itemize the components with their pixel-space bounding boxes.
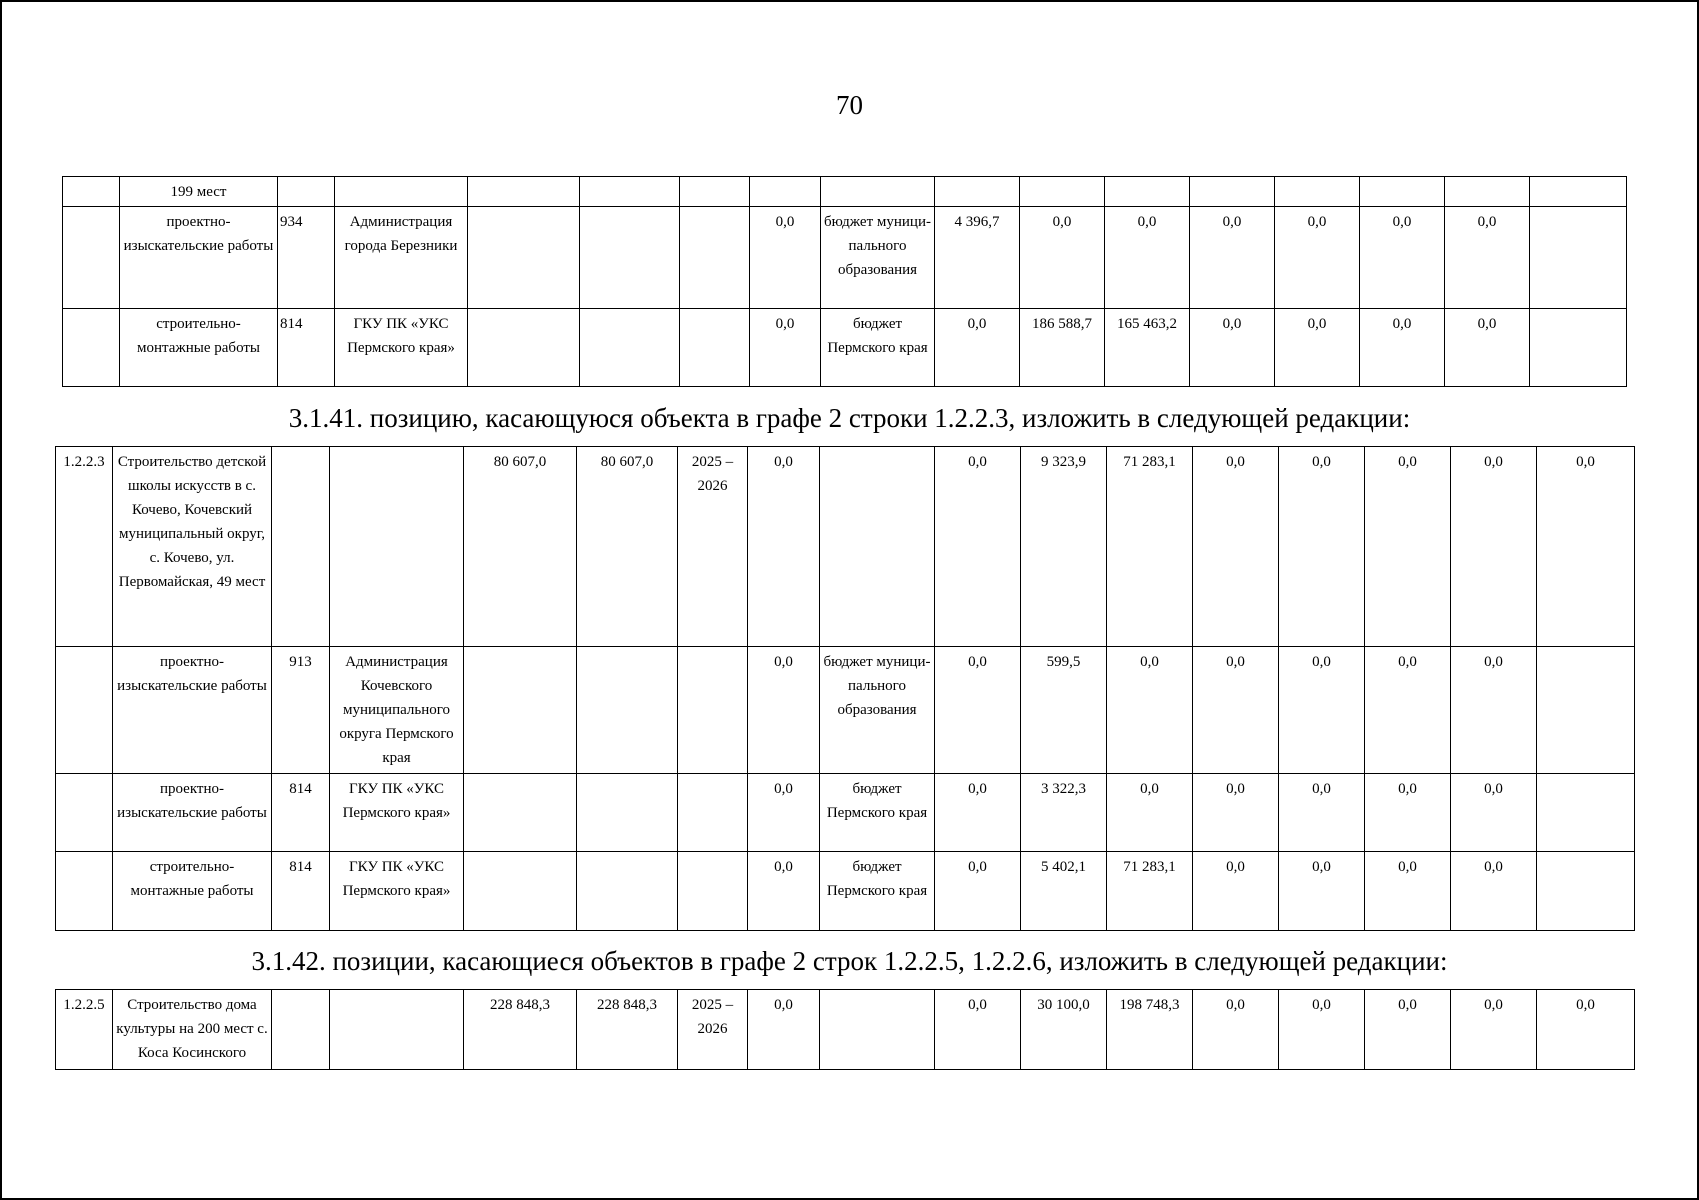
cell-code (56, 647, 113, 774)
cell-value: 0,0 (1279, 990, 1365, 1070)
cell-value: 0,0 (935, 647, 1021, 774)
cell-value: 0,0 (1275, 309, 1360, 387)
cell-period (680, 207, 750, 309)
cell-grbs: 814 (272, 774, 330, 852)
cell-grbs: 913 (272, 647, 330, 774)
cell-customer (330, 990, 464, 1070)
cell-value: 0,0 (1365, 774, 1451, 852)
table-row (56, 647, 1635, 774)
cell-value: 0,0 (1193, 647, 1279, 774)
cell-value (750, 177, 821, 207)
cell-value: 0,0 (1451, 447, 1537, 647)
table-continuation (62, 176, 1627, 387)
cell-customer: Администрация города Березники (335, 207, 468, 309)
cell-object: строительно-монтажные работы (120, 309, 278, 387)
cell-customer: ГКУ ПК «УКС Пермского края» (330, 774, 464, 852)
table-row (56, 447, 1635, 647)
cell-source (821, 177, 935, 207)
cell-value: 0,0 (1193, 990, 1279, 1070)
cell-value: 9 323,9 (1021, 447, 1107, 647)
cell-code: 1.2.2.3 (56, 447, 113, 647)
cell-value: 0,0 (1360, 207, 1445, 309)
cell-value (1105, 177, 1190, 207)
cell-value (1445, 177, 1530, 207)
cell-value: 0,0 (935, 774, 1021, 852)
cell-limit: 228 848,3 (577, 990, 678, 1070)
cell-value: 30 100,0 (1021, 990, 1107, 1070)
cell-value: 0,0 (1275, 207, 1360, 309)
table-row (63, 177, 1627, 207)
cell-source: бюджет Пермского края (820, 774, 935, 852)
cell-value: 0,0 (1365, 447, 1451, 647)
cell-object: проектно-изыскательские работы (113, 774, 272, 852)
cell-code (56, 852, 113, 931)
cell-source: бюджет Пермского края (820, 852, 935, 931)
cell-object: проектно-изыскательские работы (120, 207, 278, 309)
table-row-1-2-2-3 (55, 446, 1635, 931)
cell-period (680, 177, 750, 207)
table-row (56, 990, 1635, 1070)
cell-source: бюджет муници-пального образования (821, 207, 935, 309)
cell-limit (577, 774, 678, 852)
cell-value: 0,0 (935, 309, 1020, 387)
cell-value: 0,0 (1537, 990, 1635, 1070)
cell-value: 0,0 (1020, 207, 1105, 309)
table-row-1-2-2-5 (55, 989, 1635, 1070)
cell-value: 0,0 (1193, 447, 1279, 647)
cell-value: 0,0 (1365, 852, 1451, 931)
cell-value: 4 396,7 (935, 207, 1020, 309)
cell-value: 0,0 (750, 309, 821, 387)
cell-customer: ГКУ ПК «УКС Пермского края» (335, 309, 468, 387)
cell-limit (580, 177, 680, 207)
cell-grbs (278, 177, 335, 207)
cell-estimate (468, 309, 580, 387)
cell-estimate (468, 207, 580, 309)
table-row (56, 852, 1635, 931)
cell-value: 5 402,1 (1021, 852, 1107, 931)
cell-limit (580, 207, 680, 309)
cell-value: 0,0 (1365, 990, 1451, 1070)
cell-customer: Администрация Кочевского муниципального округа Пермского края (330, 647, 464, 774)
cell-value: 0,0 (1190, 309, 1275, 387)
cell-value: 0,0 (1445, 309, 1530, 387)
cell-period (678, 774, 748, 852)
cell-period (680, 309, 750, 387)
cell-value (935, 177, 1020, 207)
cell-value: 0,0 (1193, 852, 1279, 931)
cell-value: 0,0 (1107, 647, 1193, 774)
cell-value: 0,0 (1105, 207, 1190, 309)
cell-limit: 80 607,0 (577, 447, 678, 647)
cell-value (1537, 774, 1635, 852)
cell-value (1020, 177, 1105, 207)
cell-period (678, 647, 748, 774)
cell-source: бюджет Пермского края (821, 309, 935, 387)
cell-value (1530, 207, 1627, 309)
cell-estimate (464, 647, 577, 774)
cell-source (820, 447, 935, 647)
cell-value: 71 283,1 (1107, 852, 1193, 931)
cell-value: 0,0 (1279, 852, 1365, 931)
cell-code (63, 177, 120, 207)
cell-value: 0,0 (1360, 309, 1445, 387)
amendment-heading-3-1-42: 3.1.42. позиции, касающиеся объектов в графе 2 строк 1.2.2.5, 1.2.2.6, изложить в следующей редакции: (251, 946, 1448, 976)
cell-estimate: 80 607,0 (464, 447, 577, 647)
cell-code: 1.2.2.5 (56, 990, 113, 1070)
cell-object: Строительство детской школы искусств в с. Кочево, Кочевский муниципальный округ, с. Кочево, ул. Первомайская, 49 мест (113, 447, 272, 647)
cell-grbs: 934 (278, 207, 335, 309)
cell-limit (577, 647, 678, 774)
table-row (63, 309, 1627, 387)
amendment-heading-3-1-41: 3.1.41. позицию, касающуюся объекта в графе 2 строки 1.2.2.3, изложить в следующей редакции: (288, 403, 1411, 433)
cell-object: строительно-монтажные работы (113, 852, 272, 931)
cell-source: бюджет муници-пального образования (820, 647, 935, 774)
cell-value: 0,0 (1190, 207, 1275, 309)
table-row (56, 774, 1635, 852)
cell-period (678, 852, 748, 931)
cell-value: 0,0 (1451, 852, 1537, 931)
cell-value: 0,0 (1451, 774, 1537, 852)
cell-code (63, 309, 120, 387)
cell-value (1360, 177, 1445, 207)
cell-value (1530, 177, 1627, 207)
cell-period: 2025 – 2026 (678, 447, 748, 647)
cell-value: 0,0 (1445, 207, 1530, 309)
cell-value: 0,0 (1365, 647, 1451, 774)
cell-value (1537, 647, 1635, 774)
cell-value (1275, 177, 1360, 207)
page-border-left (0, 0, 2, 1200)
page-border-top (0, 0, 1699, 2)
cell-object: 199 мест (120, 177, 278, 207)
cell-value: 0,0 (1451, 647, 1537, 774)
cell-value: 0,0 (935, 447, 1021, 647)
cell-value: 0,0 (935, 990, 1021, 1070)
cell-value: 165 463,2 (1105, 309, 1190, 387)
cell-code (56, 774, 113, 852)
cell-value: 0,0 (1107, 774, 1193, 852)
cell-value: 0,0 (1537, 447, 1635, 647)
cell-value (1537, 852, 1635, 931)
cell-estimate: 228 848,3 (464, 990, 577, 1070)
cell-value: 0,0 (748, 990, 820, 1070)
cell-customer (330, 447, 464, 647)
cell-value (1190, 177, 1275, 207)
cell-value: 0,0 (1451, 990, 1537, 1070)
page-number: 70 (836, 90, 863, 120)
cell-customer (335, 177, 468, 207)
cell-value: 0,0 (748, 774, 820, 852)
cell-estimate (468, 177, 580, 207)
cell-value: 0,0 (1279, 774, 1365, 852)
table-row (63, 207, 1627, 309)
cell-grbs: 814 (278, 309, 335, 387)
cell-value: 0,0 (1279, 447, 1365, 647)
cell-source (820, 990, 935, 1070)
cell-value: 0,0 (1193, 774, 1279, 852)
cell-grbs (272, 447, 330, 647)
cell-object: проектно-изыскательские работы (113, 647, 272, 774)
cell-value (1530, 309, 1627, 387)
cell-grbs: 814 (272, 852, 330, 931)
cell-value: 0,0 (1279, 647, 1365, 774)
cell-value: 186 588,7 (1020, 309, 1105, 387)
cell-estimate (464, 774, 577, 852)
cell-grbs (272, 990, 330, 1070)
cell-value: 0,0 (748, 447, 820, 647)
cell-value: 0,0 (935, 852, 1021, 931)
cell-limit (580, 309, 680, 387)
cell-value: 599,5 (1021, 647, 1107, 774)
cell-limit (577, 852, 678, 931)
cell-value: 3 322,3 (1021, 774, 1107, 852)
cell-value: 0,0 (748, 647, 820, 774)
cell-period: 2025 – 2026 (678, 990, 748, 1070)
cell-value: 0,0 (750, 207, 821, 309)
cell-customer: ГКУ ПК «УКС Пермского края» (330, 852, 464, 931)
cell-estimate (464, 852, 577, 931)
cell-object: Строительство дома культуры на 200 мест с. Коса Косинского (113, 990, 272, 1070)
cell-value: 0,0 (748, 852, 820, 931)
cell-code (63, 207, 120, 309)
cell-value: 71 283,1 (1107, 447, 1193, 647)
cell-value: 198 748,3 (1107, 990, 1193, 1070)
